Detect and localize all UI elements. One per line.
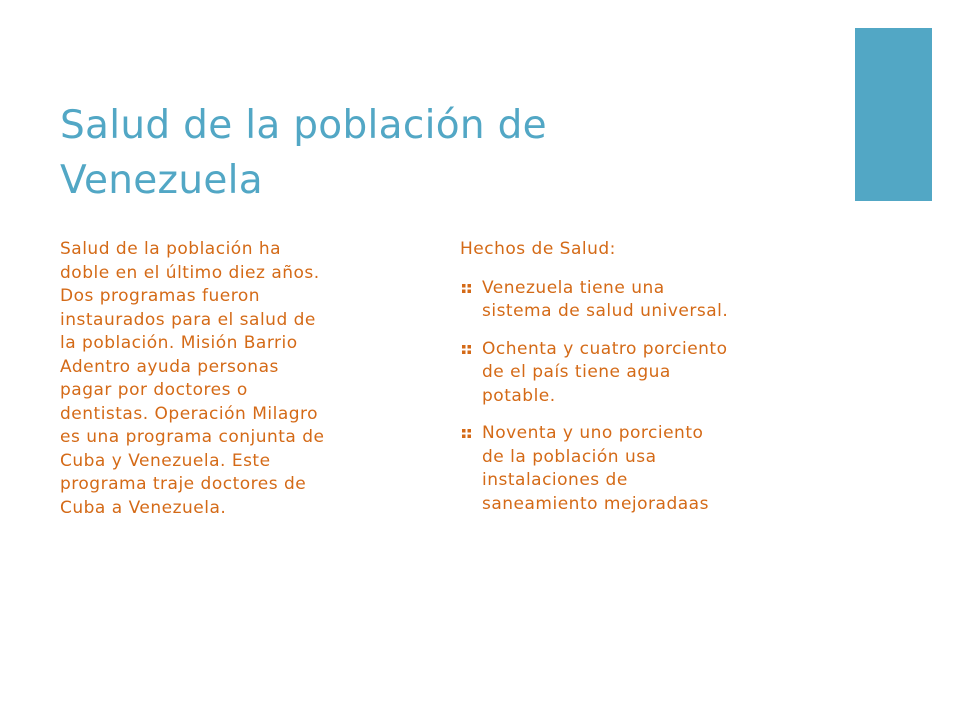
fact-line: Noventa y uno porciento — [482, 423, 704, 443]
text-line: Adentro ayuda personas — [60, 356, 279, 377]
square-bullet-icon — [461, 344, 472, 355]
list-item — [460, 422, 840, 516]
text-line: Cuba a Venezuela. — [60, 497, 227, 518]
fact-line: saneamiento mejoradaas — [482, 493, 709, 514]
title-line: Venezuela — [60, 158, 263, 203]
fact-line: Venezuela tiene una — [482, 277, 665, 298]
text-line: instaurados para el salud de — [60, 309, 316, 330]
text-line: Cuba y Venezuela. Este — [60, 450, 271, 471]
square-bullet-icon — [461, 428, 472, 439]
slide-title — [60, 98, 820, 208]
text-line: Dos programas fueron — [60, 286, 261, 306]
text-line: programa traje doctores de — [60, 474, 307, 494]
list-item — [460, 277, 840, 324]
accent-bar — [855, 28, 932, 201]
facts-heading: Hechos de Salud: — [460, 239, 616, 259]
fact-line: potable. — [482, 385, 556, 406]
facts-list — [460, 277, 840, 517]
list-item — [460, 338, 840, 409]
fact-line: de el país tiene agua — [482, 362, 671, 382]
fact-line: de la población usa — [482, 446, 657, 467]
square-bullet-icon — [461, 283, 472, 294]
fact-line: instalaciones de — [482, 470, 628, 490]
text-line: pagar por doctores o — [60, 380, 248, 400]
left-column-text — [60, 238, 420, 520]
text-line: es una programa conjunta de — [60, 427, 325, 447]
facts-column — [460, 238, 840, 530]
text-line: la población. Misión Barrio — [60, 333, 298, 353]
title-line: Salud de la población de — [60, 103, 547, 148]
text-line: dentistas. Operación Milagro — [60, 403, 319, 424]
text-line: doble en el último diez años. — [60, 262, 320, 283]
fact-line: Ochenta y cuatro porciento — [482, 338, 728, 359]
fact-line: sistema de salud universal. — [482, 301, 729, 321]
text-line: Salud de la población ha — [60, 239, 282, 259]
